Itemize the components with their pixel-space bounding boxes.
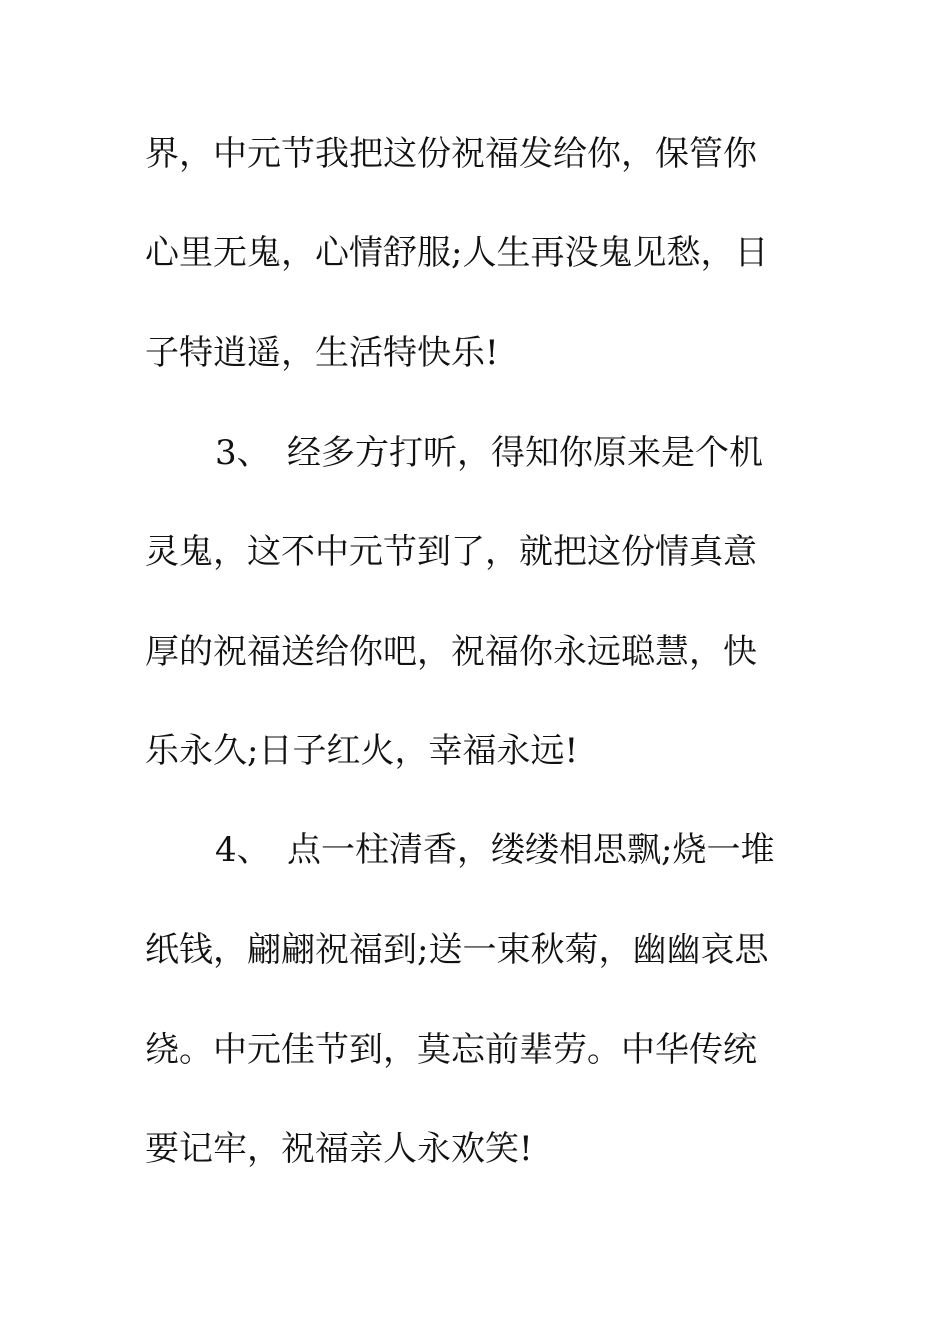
paragraph-line: 心里无鬼，心情舒服;人生再没鬼见愁，日 [145,233,769,273]
list-item-text: 经多方打听，得知你原来是个机 [287,433,763,473]
list-item-3 [215,433,895,473]
paragraph-line: 绕。中元佳节到，莫忘前辈劳。中华传统 [145,1030,757,1070]
paragraph-line: 灵鬼，这不中元节到了，就把这份情真意 [145,532,757,572]
paragraph-line: 纸钱，翩翩祝福到;送一束秋菊，幽幽哀思 [145,930,769,970]
list-item-text: 点一柱清香，缕缕相思飘;烧一堆 [287,830,775,870]
paragraph-line: 界，中元节我把这份祝福发给你，保管你 [145,134,757,174]
paragraph-line: 要记牢，祝福亲人永欢笑! [145,1129,533,1169]
list-item-number: 3、 [215,433,271,473]
list-item-4 [215,830,895,870]
paragraph-line: 乐永久;日子红火，幸福永远! [145,731,579,771]
paragraph-line: 子特逍遥，生活特快乐! [145,333,499,373]
paragraph-line: 厚的祝福送给你吧，祝福你永远聪慧，快 [145,632,757,672]
list-item-number: 4、 [215,830,271,870]
